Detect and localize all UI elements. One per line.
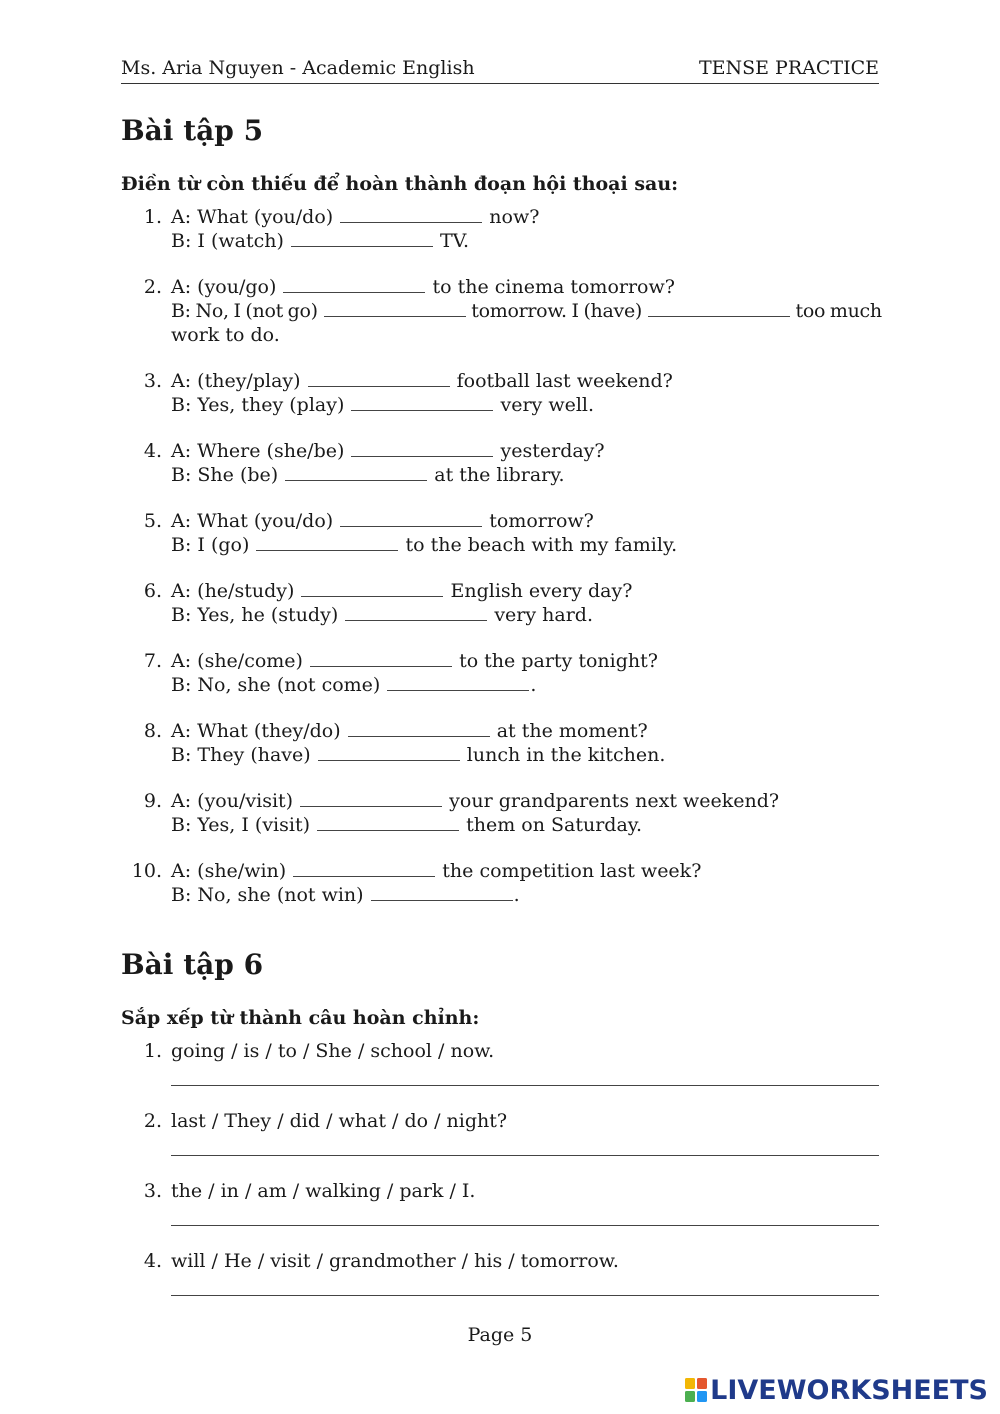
line-text: B: They (have): [171, 744, 311, 766]
line-text: too much: [795, 300, 882, 322]
answer-blank[interactable]: [340, 509, 482, 527]
item-number: 1.: [143, 206, 162, 228]
answer-blank[interactable]: [324, 299, 466, 317]
item-number: 9.: [143, 790, 162, 812]
line-text: tomorrow?: [489, 510, 594, 532]
line-text: B: I (go): [171, 534, 250, 556]
scrambled-words: last / They / did / what / do / night?: [171, 1110, 508, 1132]
line-text: TV.: [439, 230, 470, 252]
line-text: B: I (watch): [171, 230, 284, 252]
line-text: A: (she/come): [171, 650, 303, 672]
scrambled-words: the / in / am / walking / park / I.: [171, 1180, 476, 1202]
exercise-6-instruction: Sắp xếp từ thành câu hoàn chỉnh:: [121, 1007, 480, 1029]
answer-blank[interactable]: [318, 743, 460, 761]
item-number: 6.: [143, 580, 162, 602]
line-text: at the library.: [434, 464, 565, 486]
line-text: very hard.: [494, 604, 594, 626]
answer-blank[interactable]: [351, 439, 493, 457]
exercise-5-title: Bài tập 5: [121, 114, 264, 147]
answer-blank[interactable]: [387, 673, 529, 691]
line-text: A: (she/win): [171, 860, 287, 882]
answer-blank[interactable]: [648, 299, 790, 317]
line-text: your grandparents next weekend?: [449, 790, 780, 812]
scrambled-words: will / He / visit / grandmother / his / tomorrow.: [171, 1250, 619, 1272]
line-text: A: What (you/do): [171, 510, 334, 532]
item-number: 4.: [143, 1250, 162, 1272]
line-text: B: No, she (not win): [171, 884, 364, 906]
answer-line[interactable]: [171, 1155, 879, 1156]
line-text: the competition last week?: [442, 860, 702, 882]
page-number: Page 5: [467, 1324, 533, 1346]
line-text: B: No, she (not come): [171, 674, 381, 696]
answer-blank[interactable]: [340, 205, 482, 223]
line-text: tomorrow. I (have): [471, 300, 643, 322]
item-number: 3.: [143, 370, 162, 392]
answer-line[interactable]: [171, 1085, 879, 1086]
answer-blank[interactable]: [310, 649, 452, 667]
line-text: them on Saturday.: [466, 814, 643, 836]
line-text: football last weekend?: [456, 370, 673, 392]
answer-blank[interactable]: [348, 719, 490, 737]
answer-blank[interactable]: [293, 859, 435, 877]
answer-line[interactable]: [171, 1225, 879, 1226]
answer-blank[interactable]: [308, 369, 450, 387]
line-text: to the cinema tomorrow?: [432, 276, 675, 298]
item-number: 8.: [143, 720, 162, 742]
brand-name: LIVEWORKSHEETS: [710, 1374, 988, 1406]
line-text: English every day?: [450, 580, 633, 602]
line-text: work to do.: [171, 324, 280, 346]
liveworksheets-logo-icon: [685, 1378, 707, 1402]
line-text: A: Where (she/be): [171, 440, 345, 462]
answer-blank[interactable]: [285, 463, 427, 481]
page-header: [121, 56, 879, 84]
line-text: lunch in the kitchen.: [466, 744, 666, 766]
answer-blank[interactable]: [300, 789, 442, 807]
line-text: B: She (be): [171, 464, 279, 486]
line-text: A: What (they/do): [171, 720, 341, 742]
item-number: 1.: [143, 1040, 162, 1062]
item-number: 7.: [143, 650, 162, 672]
answer-blank[interactable]: [291, 229, 433, 247]
answer-blank[interactable]: [345, 603, 487, 621]
line-text: B: Yes, they (play): [171, 394, 345, 416]
answer-blank[interactable]: [317, 813, 459, 831]
scrambled-words: going / is / to / She / school / now.: [171, 1040, 495, 1062]
header-topic: TENSE PRACTICE: [698, 57, 879, 79]
line-text: at the moment?: [496, 720, 648, 742]
line-text: .: [530, 674, 537, 696]
item-number: 4.: [143, 440, 162, 462]
line-text: B: Yes, I (visit): [171, 814, 311, 836]
item-number: 3.: [143, 1180, 162, 1202]
header-author: Ms. Aria Nguyen - Academic English: [121, 57, 475, 79]
answer-blank[interactable]: [283, 275, 425, 293]
line-text: A: What (you/do): [171, 206, 334, 228]
line-text: now?: [489, 206, 540, 228]
item-number: 2.: [143, 276, 162, 298]
item-number: 2.: [143, 1110, 162, 1132]
item-number: 5.: [143, 510, 162, 532]
line-text: B: No, I (not go): [171, 300, 318, 322]
line-text: A: (they/play): [171, 370, 301, 392]
line-text: A: (he/study): [171, 580, 295, 602]
answer-blank[interactable]: [351, 393, 493, 411]
item-number: 10.: [131, 860, 162, 882]
line-text: to the party tonight?: [459, 650, 658, 672]
exercise-5-instruction: Điền từ còn thiếu để hoàn thành đoạn hội thoại sau:: [121, 173, 679, 195]
line-text: .: [513, 884, 520, 906]
line-text: yesterday?: [500, 440, 605, 462]
line-text: to the beach with my family.: [405, 534, 678, 556]
exercise-6-title: Bài tập 6: [121, 948, 264, 981]
liveworksheets-brand[interactable]: [685, 1374, 988, 1406]
line-text: A: (you/visit): [171, 790, 294, 812]
line-text: A: (you/go): [171, 276, 277, 298]
line-text: B: Yes, he (study): [171, 604, 339, 626]
line-text: very well.: [500, 394, 595, 416]
answer-line[interactable]: [171, 1295, 879, 1296]
answer-blank[interactable]: [301, 579, 443, 597]
answer-blank[interactable]: [371, 883, 513, 901]
answer-blank[interactable]: [256, 533, 398, 551]
